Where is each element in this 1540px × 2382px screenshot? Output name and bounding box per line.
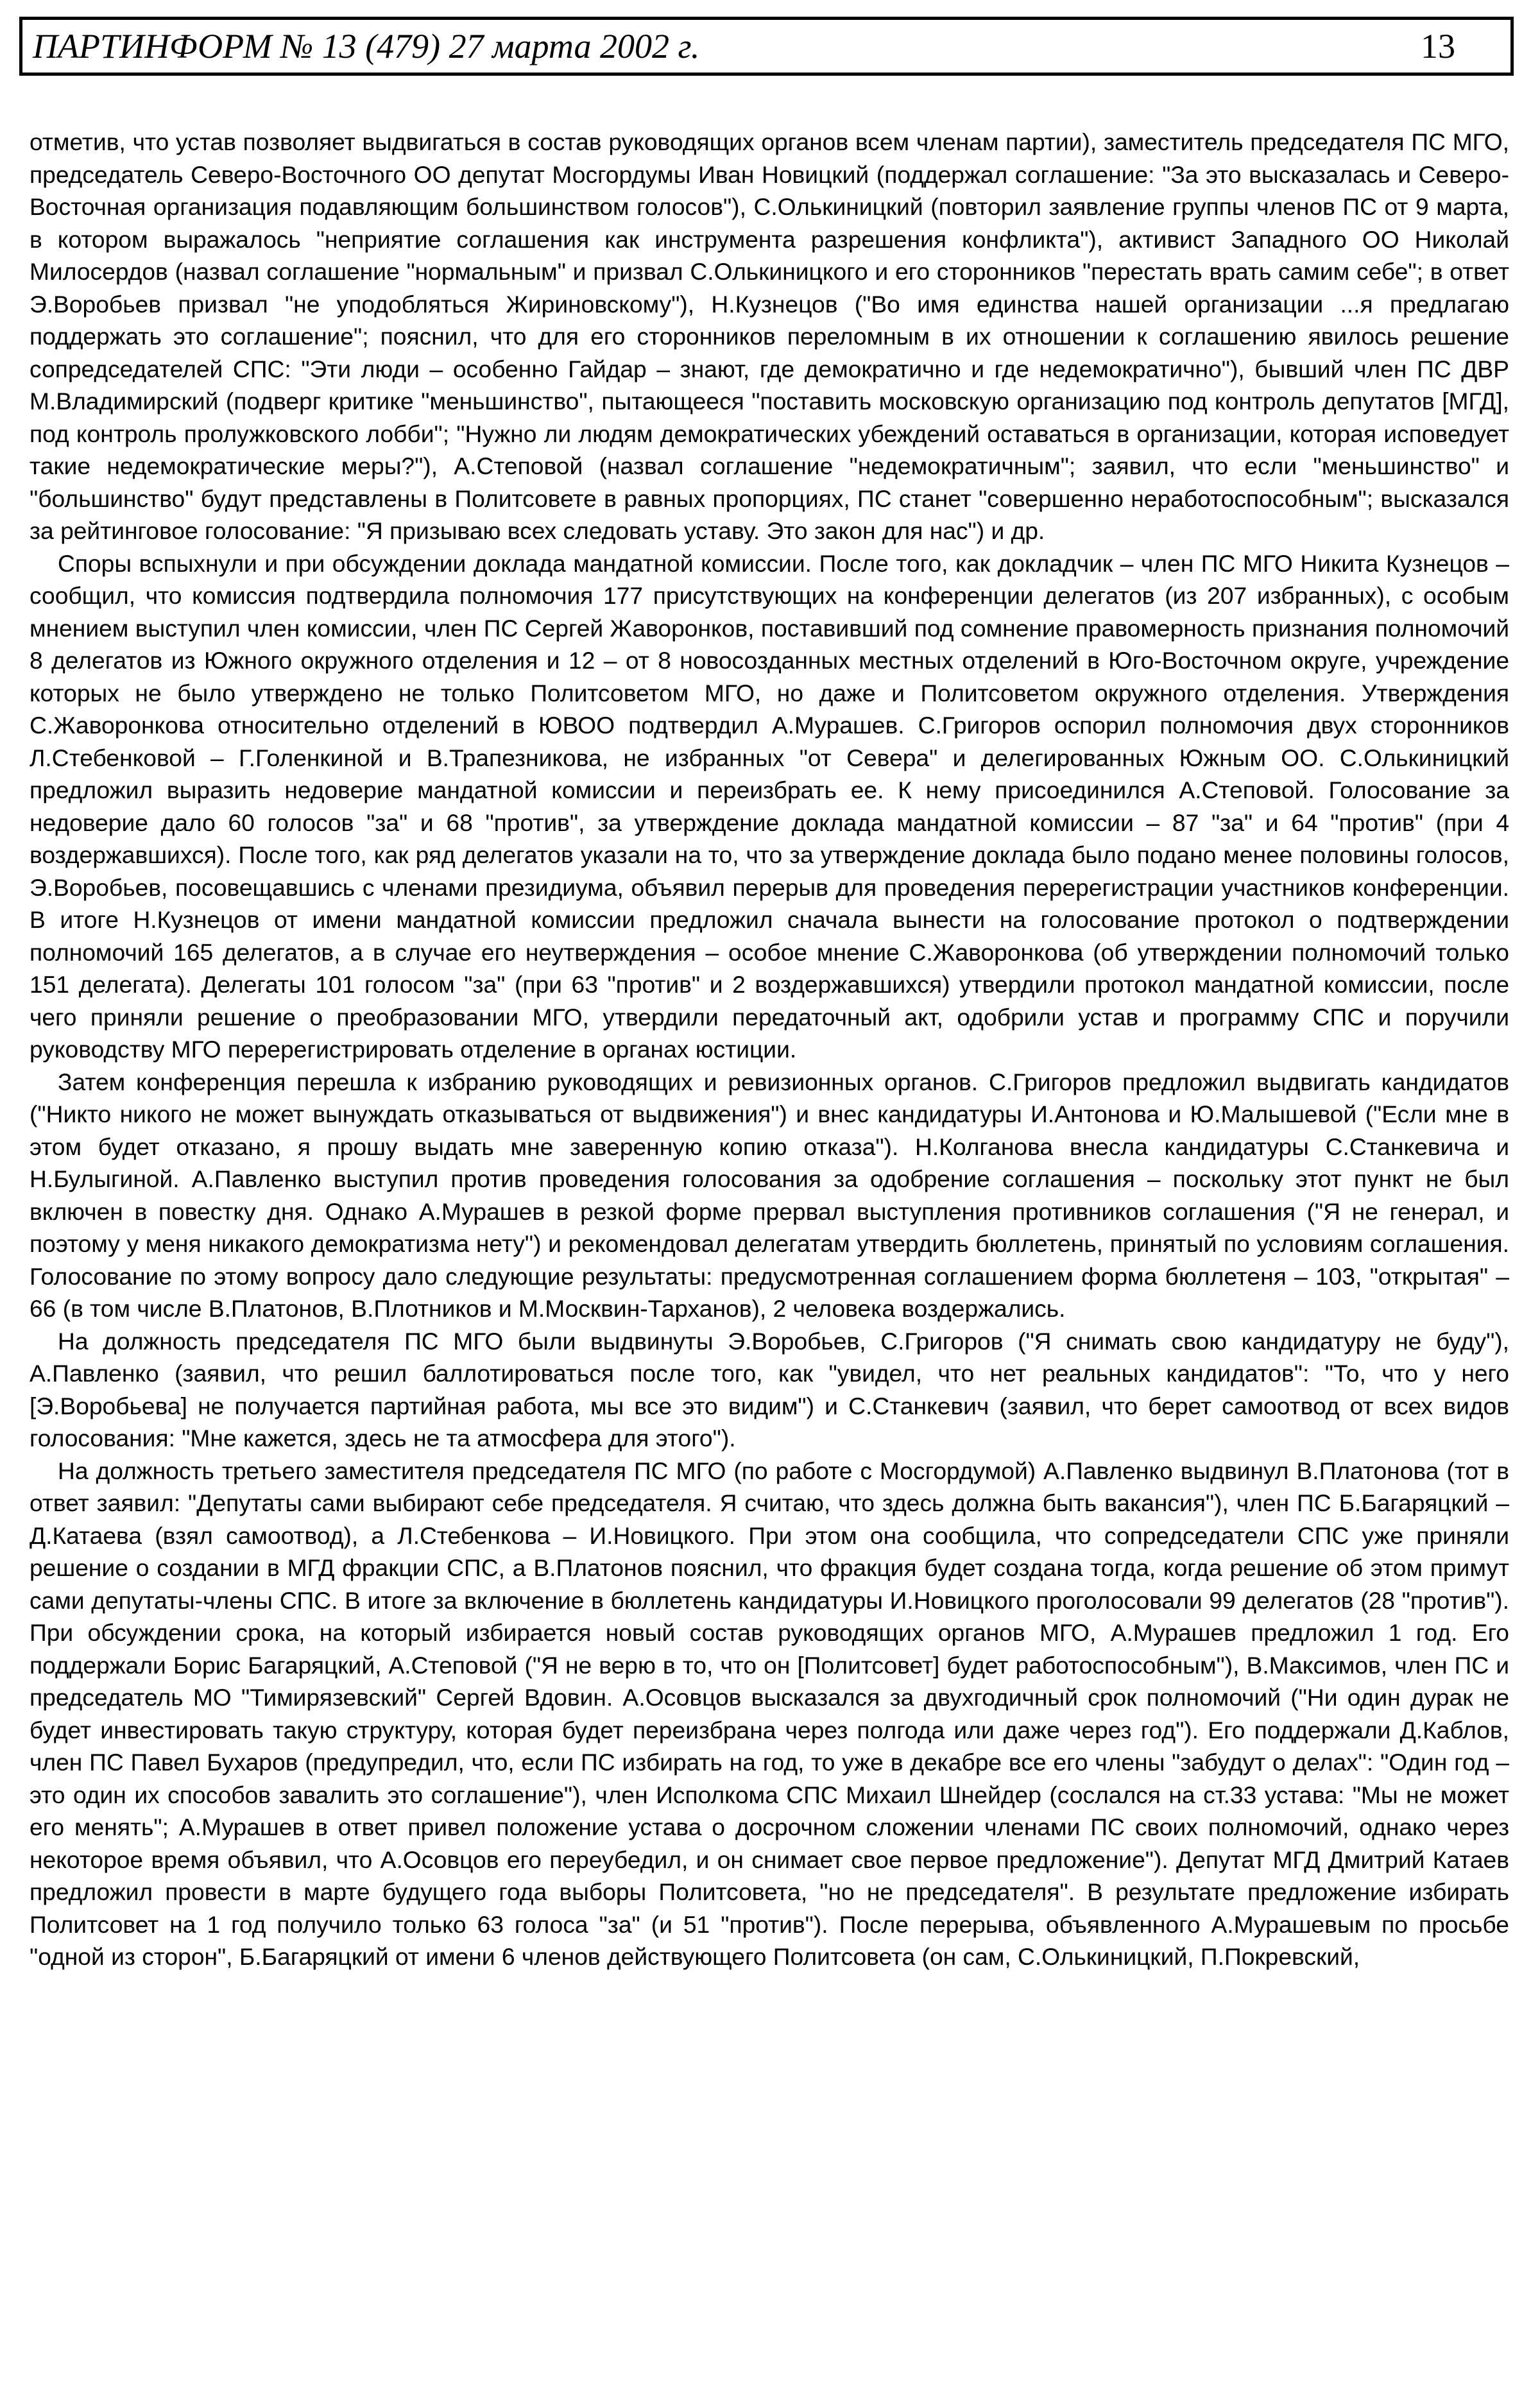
paragraph: Споры вспыхнули и при обсуждении доклада мандатной комиссии. После того, как докладчик – член ПС МГО Никита Кузнецов – сообщил, что комиссия подтвердила полномочия 177 присутствующих на конференции делегатов (из 207 избранных), с особым мнением выступил член комиссии, член ПС Сергей Жаворонков, поставивший под сомнение правомерность признания полномочий 8 делегатов из Южного окружного отделения и 12 – от 8 новосозданных местных отделений в Юго-Восточном округе, учреждение которых не было утверждено не только Политсоветом МГО, но даже и Политсоветом окружного отделения. Утверждения С.Жаворонкова относительно отделений в ЮВОО подтвердил А.Мурашев. С.Григоров оспорил полномочия двух сторонников Л.Стебенковой – Г.Голенкиной и В.Трапезникова, не избранных "от Севера" и делегированных Южным ОО. С.Олькиницкий предложил выразить недоверие мандатной комиссии и переизбрать ее. К нему присоединился А.Степовой. Голосование за недоверие дало 60 голосов "за" и 68 "против", за утверждение доклада мандатной комиссии – 87 "за" и 64 "против" (при 4 воздержавшихся). После того, как ряд делегатов указали на то, что за утверждение доклада было подано менее половины голосов, Э.Воробьев, посовещавшись с членами президиума, объявил перерыв для проведения перерегистрации участников конференции. В итоге Н.Кузнецов от имени мандатной комиссии предложил сначала вынести на голосование протокол о подтверждении полномочий 165 делегатов, а в случае его неутверждения – особое мнение С.Жаворонкова (об утверждении полномочий только 151 делегата). Делегаты 101 голосом "за" (при 63 "против" и 2 воздержавшихся) утвердили протокол мандатной комиссии, после чего приняли решение о преобразовании МГО, утвердили передаточный акт, одобрили устав и программу СПС и поручили руководству МГО перерегистрировать отделение в органах юстиции. [30, 549, 1509, 1063]
article-body [30, 126, 1509, 1973]
page-number: 13 [1421, 27, 1455, 65]
page-header [19, 17, 1514, 76]
paragraph: Затем конференция перешла к избранию руководящих и ревизионных органов. С.Григоров предложил выдвигать кандидатов ("Никто никого не может вынуждать отказываться от выдвижения") и внес кандидатуры И.Антонова и Ю.Малышевой ("Если мне в этом будет отказано, я прошу выдать мне заверенную копию отказа"). Н.Колганова внесла кандидатуры С.Станкевича и Н.Булыгиной. А.Павленко выступил против проведения голосования за одобрение соглашения – поскольку этот пункт не был включен в повестку дня. Однако А.Мурашев в резкой форме прервал выступления противников соглашения ("Я не генерал, и поэтому у меня никакого демократизма нету") и рекомендовал делегатам утвердить бюллетень, принятый по условиям соглашения. Голосование по этому вопросу дало следующие результаты: предусмотренная соглашением форма бюллетеня – 103, "открытая" – 66 (в том числе В.Платонов, В.Плотников и М.Москвин-Тарханов), 2 человека воздержались. [30, 1068, 1509, 1322]
paragraph: На должность председателя ПС МГО были выдвинуты Э.Воробьев, С.Григоров ("Я снимать свою кандидатуру не буду"), А.Павленко (заявил, что решил баллотироваться после того, как "увидел, что нет реальных кандидатов": "То, что у него [Э.Воробьева] не получается партийная работа, мы все это видим") и С.Станкевич (заявил, что берет самоотвод от всех видов голосования: "Мне кажется, здесь не та атмосфера для этого"). [30, 1327, 1509, 1452]
paragraph: На должность третьего заместителя председателя ПС МГО (по работе с Мосгордумой) А.Павленко выдвинул В.Платонова (тот в ответ заявил: "Депутаты сами выбирают себе председателя. Я считаю, что здесь должна быть вакансия"), член ПС Б.Багаряцкий – Д.Катаева (взял самоотвод), а Л.Стебенкова – И.Новицкого. При этом она сообщила, что сопредседатели СПС уже приняли решение о создании в МГД фракции СПС, а В.Платонов пояснил, что фракция будет создана тогда, когда решение об этом примут сами депутаты-члены СПС. В итоге за включение в бюллетень кандидатуры И.Новицкого проголосовали 99 делегатов (28 "против"). При обсуждении срока, на который избирается новый состав руководящих органов МГО, А.Мурашев предложил 1 год. Его поддержали Борис Багаряцкий, А.Степовой ("Я не верю в то, что он [Политсовет] будет работоспособным"), В.Максимов, член ПС и председатель МО "Тимирязевский" Сергей Вдовин. А.Осовцов высказался за двухгодичный срок полномочий ("Ни один дурак не будет инвестировать такую структуру, которая будет переизбрана через полгода или даже через год"). Его поддержали Д.Каблов, член ПС Павел Бухаров (предупредил, что, если ПС избирать на год, то уже в декабре все его члены "забудут о делах": "Один год – это один их способов завалить это соглашение"), член Исполкома СПС Михаил Шнейдер (сослался на ст.33 устава: "Мы не может его менять"; А.Мурашев в ответ привел положение устава о досрочном сложении членами ПС своих полномочий, однако через некоторое время объявил, что А.Осовцов его переубедил, и он снимает свое первое предложение"). Депутат МГД Дмитрий Катаев предложил провести в марте будущего года выборы Политсовета, "но не председателя". В результате предложение избирать Политсовет на 1 год получило только 63 голоса "за" (и 51 "против"). После перерыва, объявленного А.Мурашевым по просьбе "одной из сторон", Б.Багаряцкий от имени 6 членов действующего Политсовета (он сам, С.Олькиницкий, П.Покревский, [30, 1457, 1509, 1970]
paragraph: отметив, что устав позволяет выдвигаться в состав руководящих органов всем членам партии), заместитель председателя ПС МГО, председатель Северо-Восточного ОО депутат Мосгордумы Иван Новицкий (поддержал соглашение: "За это высказалась и Северо-Восточная организация подавляющим большинством голосов"), С.Олькиницкий (повторил заявление группы членов ПС от 9 марта, в котором выражалось "неприятие соглашения как инструмента разрешения конфликта"), активист Западного ОО Николай Милосердов (назвал соглашение "нормальным" и призвал С.Олькиницкого и его сторонников "перестать врать самим себе"; в ответ Э.Воробьев призвал "не уподобляться Жириновскому"), Н.Кузнецов ("Во имя единства нашей организации ...я предлагаю поддержать это соглашение"; пояснил, что для его сторонников переломным в их отношении к соглашению явилось решение сопредседателей СПС: "Эти люди – особенно Гайдар – знают, где демократично и где недемократично"), бывший член ПС ДВР М.Владимирский (подверг критике "меньшинство", пытающееся "поставить московскую организацию под контроль депутатов [МГД], под контроль пролужковского лобби"; "Нужно ли людям демократических убеждений оставаться в организации, которая исповедует такие недемократические меры?"), А.Степовой (назвал соглашение "недемократичным"; заявил, что если "меньшинство" и "большинство" будут представлены в Политсовете в равных пропорциях, ПС станет "совершенно неработоспособным"; высказался за рейтинговое голосование: "Я призываю всех следовать уставу. Это закон для нас") и др. [30, 128, 1509, 544]
publication-title: ПАРТИНФОРМ № 13 (479) 27 марта 2002 г. [33, 27, 700, 65]
